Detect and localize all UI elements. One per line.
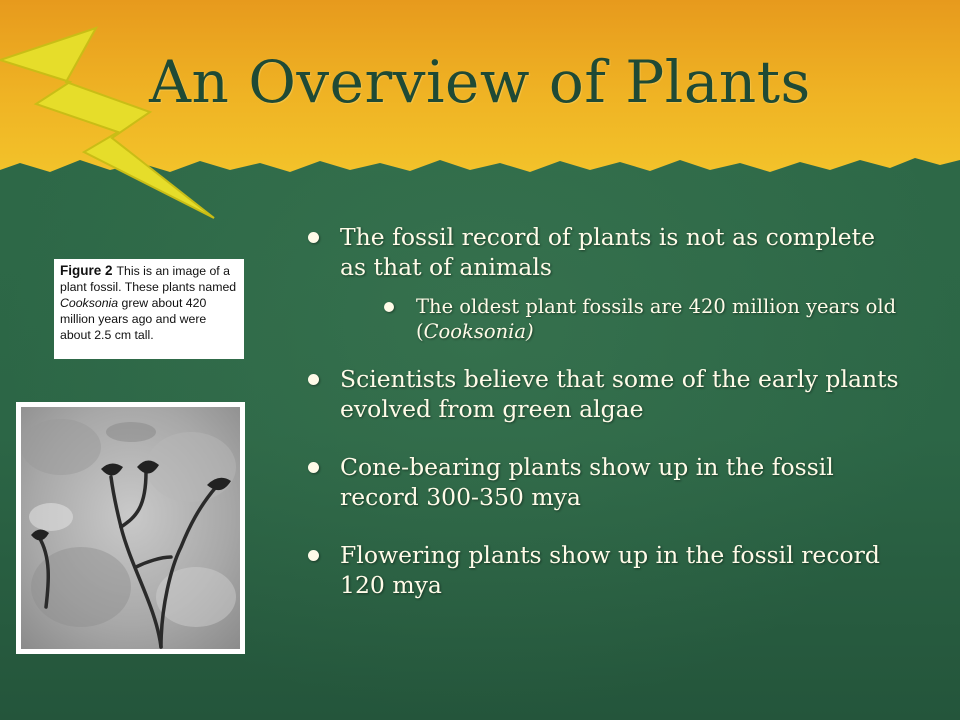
bullet-dot-icon [308, 232, 319, 243]
bullet-item [300, 364, 900, 424]
figure-caption [54, 259, 244, 359]
bullet-item [300, 540, 900, 600]
cooksonia-fossil-image [21, 407, 240, 649]
bullet-list [300, 222, 900, 628]
bullet-text: Scientists believe that some of the early plants evolved from green algae [340, 365, 899, 423]
caption-text-after: grew about 420 million years ago and were about 2.5 cm tall. [60, 296, 207, 342]
bullet-text: Cone-bearing plants show up in the fossil record 300-350 mya [340, 453, 834, 511]
bullet-text: The fossil record of plants is not as complete as that of animals [340, 223, 876, 281]
slide-title: An Overview of Plants [149, 48, 811, 116]
sub-bullet-item [380, 294, 900, 344]
bullet-item [300, 452, 900, 512]
bullet-dot-icon [308, 374, 319, 385]
bullet-dot-icon [384, 302, 394, 312]
sub-bullet-species: Cooksonia) [423, 320, 534, 343]
sub-bullet-text-before: The oldest plant fossils are 420 million years old ( [416, 295, 897, 343]
figure-label: Figure 2 [60, 263, 113, 278]
bullet-dot-icon [308, 462, 319, 473]
bullet-dot-icon [308, 550, 319, 561]
bullet-item [300, 222, 900, 344]
caption-species: Cooksonia [60, 296, 119, 310]
bullet-text: Flowering plants show up in the fossil record 120 mya [340, 541, 880, 599]
caption-text-before: This is an image of a plant fossil. These plants named [60, 264, 237, 294]
fossil-image-frame [16, 402, 245, 654]
